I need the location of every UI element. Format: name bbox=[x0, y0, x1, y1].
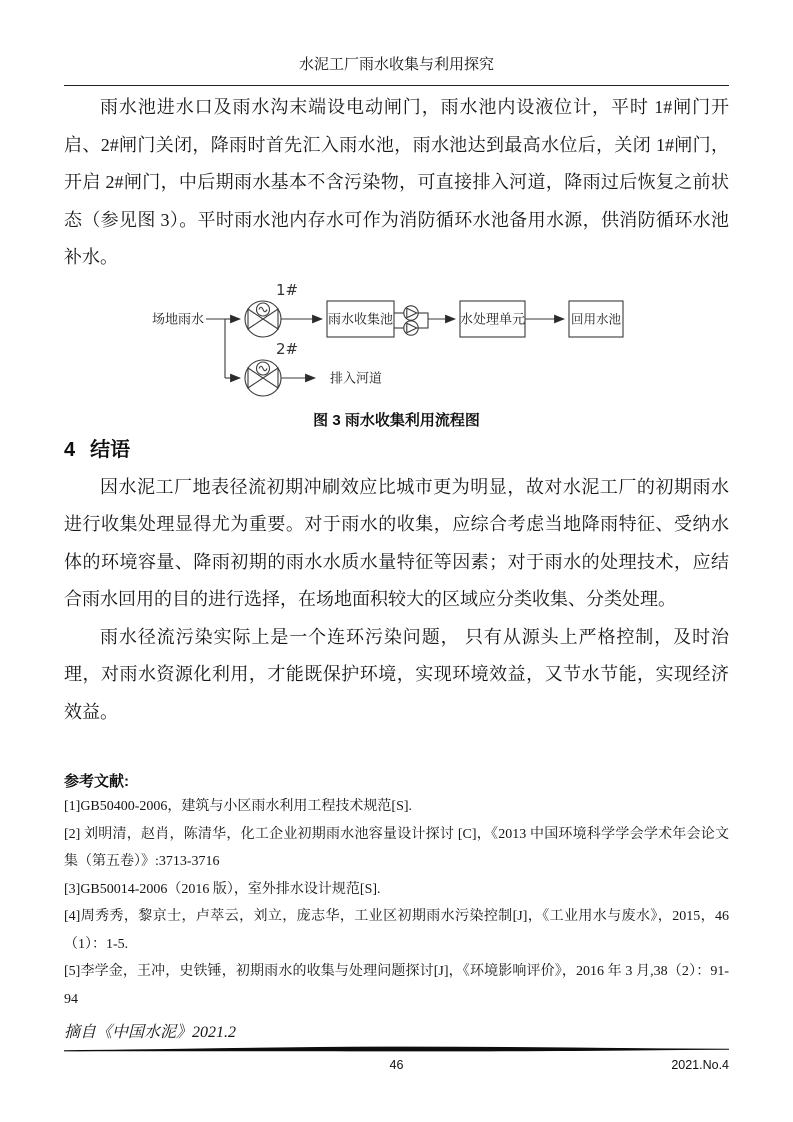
references-heading: 参考文献: bbox=[64, 773, 129, 790]
section-title: 结语 bbox=[90, 438, 131, 461]
discharge-label: 排入河道 bbox=[330, 370, 383, 385]
valve2-tag: 2# bbox=[276, 339, 299, 358]
reuse-pool-label: 回用水池 bbox=[570, 312, 622, 326]
running-header-title: 水泥工厂雨水收集与利用探究 bbox=[298, 57, 494, 73]
figure-caption: 图 3 雨水收集利用流程图 bbox=[313, 411, 480, 429]
collection-pool-label: 雨水收集池 bbox=[327, 311, 394, 326]
electric-valve-2-icon bbox=[245, 360, 281, 396]
running-header bbox=[64, 0, 729, 86]
source-note: 摘自《中国水泥》2021.2 bbox=[64, 1024, 237, 1041]
pump-2-icon bbox=[404, 320, 418, 334]
section-heading bbox=[64, 437, 729, 463]
footer-rule bbox=[64, 1045, 729, 1055]
reference-item: [1]GB50400-2006，建筑与小区雨水利用工程技术规范[S]. bbox=[64, 799, 413, 814]
page-number: 46 bbox=[389, 1058, 404, 1072]
valve1-tag: 1# bbox=[276, 280, 299, 299]
intro-paragraph: 雨水池进水口及雨水沟末端设电动闸门，雨水池内设液位计，平时 1#闸门开启、2#闸门关闭，降雨时首先汇入雨水池，雨水池达到最高水位后，关闭 1#闸门，开启 2#闸门，中后期雨水基本不含污染物，可直接排入河道，降雨过后恢复之前状态（参见图 3）。平时雨水池内存水可作为消防循环水池备用水源，供消防循环水池补水。 bbox=[64, 97, 729, 267]
reference-item: [2] 刘明清，赵肖，陈清华，化工企业初期雨水池容量设计探讨 [C]，《2013 中国环境科学学会学术年会论文集（第五卷）》:3713-3716 bbox=[64, 826, 729, 869]
flow-diagram-figure bbox=[64, 279, 729, 431]
treatment-unit-label: 水处理单元 bbox=[459, 311, 526, 326]
page-footer bbox=[64, 1045, 729, 1074]
diagram-label-site-rainwater: 场地雨水 bbox=[152, 311, 205, 326]
references-section bbox=[64, 771, 729, 1013]
conclusion-paragraph-1: 因水泥工厂地表径流初期冲刷效应比城市更为明显，故对水泥工厂的初期雨水进行收集处理显得尤为重要。对于雨水的收集，应综合考虑当地降雨特征、受纳水体的环境容量、降雨初期的雨水水质水量特征等因素；对于雨水的处理技术，应结合雨水回用的目的进行选择，在场地面积较大的区域应分类收集、分类处理。 bbox=[64, 476, 729, 609]
flow-diagram-canvas bbox=[64, 279, 729, 404]
section-number: 4 bbox=[64, 438, 76, 461]
reference-item: [5]李学金，王冲，史铁锤，初期雨水的收集与处理问题探讨[J]，《环境影响评价》，2016 年 3 月,38（2）：91-94 bbox=[64, 964, 729, 1007]
conclusion-paragraph-2: 雨水径流污染实际上是一个连环污染问题， 只有从源头上严格控制，及时治理，对雨水资源化利用，才能既保护环境，实现环境效益，又节水节能，实现经济效益。 bbox=[64, 626, 729, 722]
electric-valve-1-icon bbox=[245, 301, 281, 337]
issue-number: 2021.No.4 bbox=[671, 1058, 729, 1072]
footer-row bbox=[64, 1056, 729, 1074]
reference-item: [3]GB50014-2006（2016 版），室外排水设计规范[S]. bbox=[64, 881, 381, 897]
reference-item: [4]周秀秀，黎京士，卢萃云，刘立，庞志华，工业区初期雨水污染控制[J]，《工业用水与废水》，2015，46（1）：1-5. bbox=[64, 909, 729, 952]
pump-1-icon bbox=[404, 305, 418, 319]
page-content bbox=[64, 89, 729, 1044]
